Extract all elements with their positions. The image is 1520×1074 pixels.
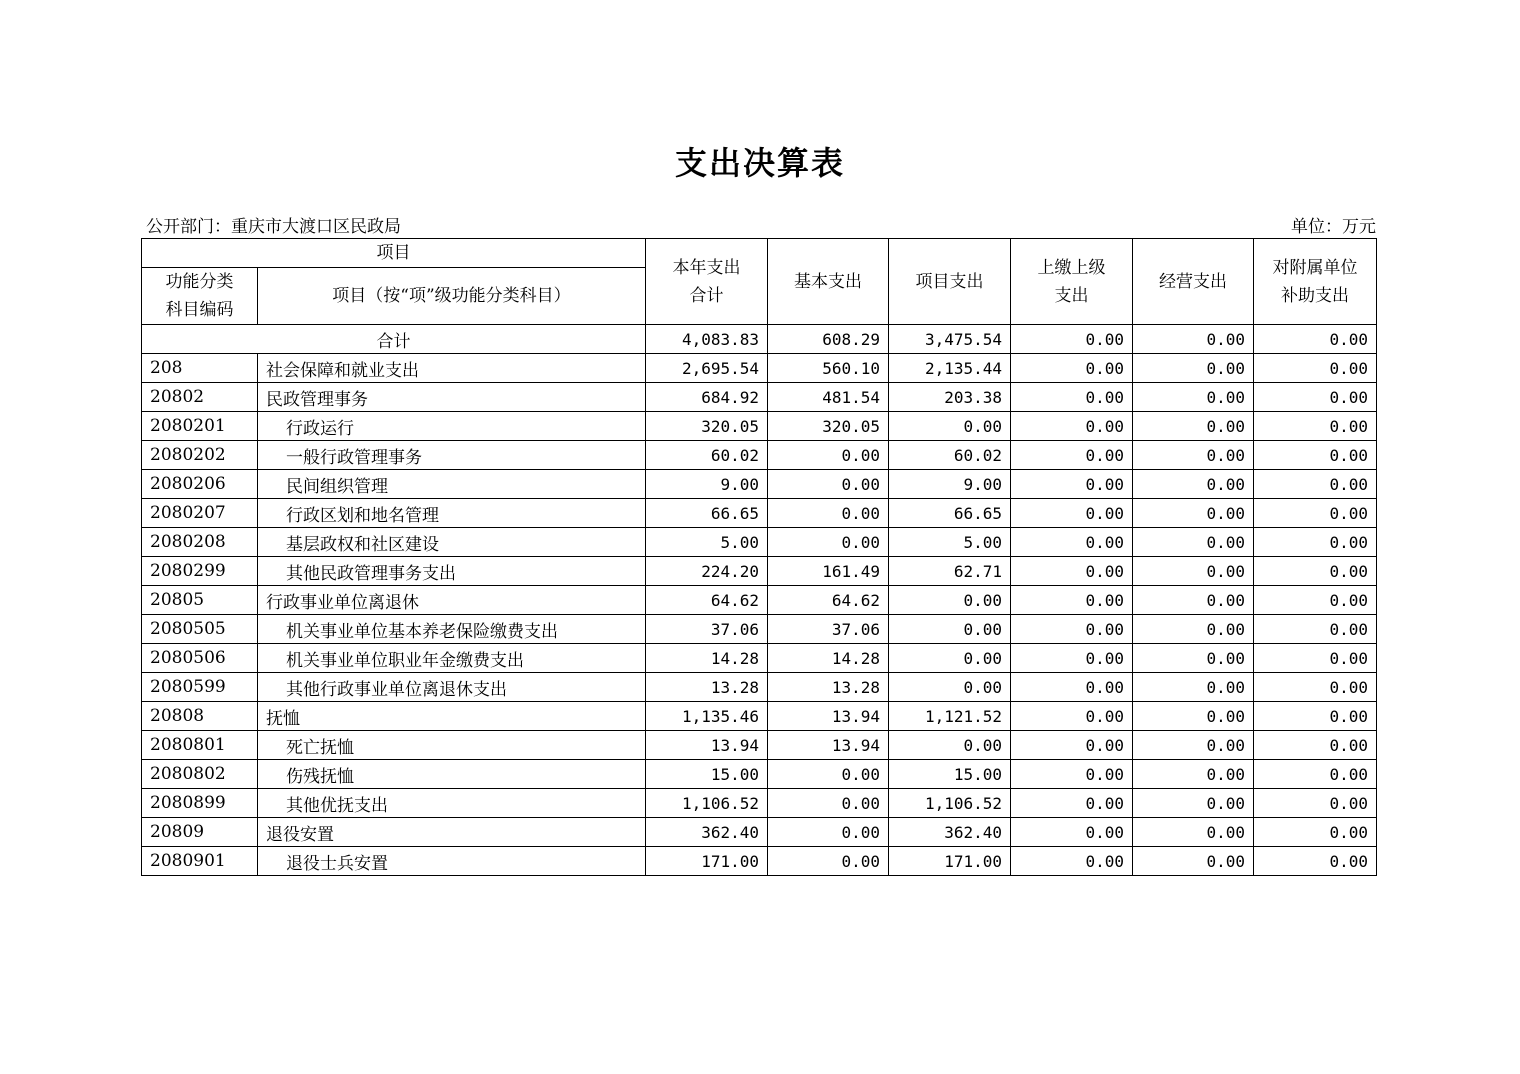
- amount-cell: 0.00: [768, 760, 889, 789]
- amount-cell: 0.00: [1133, 383, 1254, 412]
- header-name: 项目（按“项”级功能分类科目）: [258, 268, 646, 325]
- table-row: [142, 789, 1377, 818]
- amount-cell: 0.00: [1011, 644, 1133, 673]
- subject-code: 20808: [142, 702, 258, 731]
- amount-cell: 0.00: [1133, 557, 1254, 586]
- amount-cell: 481.54: [768, 383, 889, 412]
- amount-cell: 13.94: [646, 731, 768, 760]
- amount-cell: 0.00: [1254, 499, 1377, 528]
- amount-cell: 0.00: [889, 644, 1011, 673]
- subject-code: 2080506: [142, 644, 258, 673]
- total-cell: 0.00: [1254, 325, 1377, 354]
- amount-cell: 0.00: [1133, 528, 1254, 557]
- amount-cell: 0.00: [1254, 557, 1377, 586]
- amount-cell: 0.00: [1254, 412, 1377, 441]
- amount-cell: 5.00: [889, 528, 1011, 557]
- amount-cell: 64.62: [768, 586, 889, 615]
- expenditure-table: [141, 238, 1377, 876]
- amount-cell: 0.00: [1011, 412, 1133, 441]
- table-row: [142, 528, 1377, 557]
- amount-cell: 0.00: [1133, 847, 1254, 876]
- amount-cell: 203.38: [889, 383, 1011, 412]
- amount-cell: 0.00: [889, 586, 1011, 615]
- subject-code: 2080505: [142, 615, 258, 644]
- amount-cell: 161.49: [768, 557, 889, 586]
- table-row: [142, 586, 1377, 615]
- amount-cell: 0.00: [1011, 789, 1133, 818]
- subject-name: 社会保障和就业支出: [258, 354, 646, 383]
- amount-cell: 0.00: [889, 412, 1011, 441]
- subject-code: 2080201: [142, 412, 258, 441]
- table-row: [142, 354, 1377, 383]
- amount-cell: 13.94: [768, 731, 889, 760]
- amount-cell: 362.40: [646, 818, 768, 847]
- amount-cell: 0.00: [1133, 470, 1254, 499]
- amount-cell: 0.00: [1011, 354, 1133, 383]
- total-label: 合计: [142, 325, 646, 354]
- subject-name: 退役安置: [258, 818, 646, 847]
- amount-cell: 0.00: [1011, 731, 1133, 760]
- amount-cell: 0.00: [1254, 673, 1377, 702]
- subject-code: 20805: [142, 586, 258, 615]
- total-cell: 0.00: [1011, 325, 1133, 354]
- amount-cell: 2,135.44: [889, 354, 1011, 383]
- amount-cell: 1,135.46: [646, 702, 768, 731]
- amount-cell: 0.00: [1133, 441, 1254, 470]
- amount-cell: 0.00: [1133, 354, 1254, 383]
- total-cell: 3,475.54: [889, 325, 1011, 354]
- subject-name: 民政管理事务: [258, 383, 646, 412]
- subject-code: 2080599: [142, 673, 258, 702]
- amount-cell: 0.00: [1254, 847, 1377, 876]
- amount-cell: 64.62: [646, 586, 768, 615]
- amount-cell: 0.00: [768, 499, 889, 528]
- amount-cell: 0.00: [1011, 586, 1133, 615]
- subject-name: 行政事业单位离退休: [258, 586, 646, 615]
- amount-cell: 0.00: [1254, 818, 1377, 847]
- subject-code: 2080899: [142, 789, 258, 818]
- total-row: [142, 325, 1377, 354]
- subject-name: 其他民政管理事务支出: [258, 557, 646, 586]
- total-cell: 4,083.83: [646, 325, 768, 354]
- table-row: [142, 615, 1377, 644]
- amount-cell: 0.00: [1011, 470, 1133, 499]
- amount-cell: 62.71: [889, 557, 1011, 586]
- subject-code: 2080901: [142, 847, 258, 876]
- amount-cell: 1,106.52: [889, 789, 1011, 818]
- header-business: 经营支出: [1133, 239, 1254, 325]
- header-row: [142, 239, 1377, 268]
- subject-name: 民间组织管理: [258, 470, 646, 499]
- department-label: 公开部门：重庆市大渡口区民政局: [146, 217, 401, 237]
- amount-cell: 171.00: [646, 847, 768, 876]
- subject-code: 2080207: [142, 499, 258, 528]
- amount-cell: 9.00: [889, 470, 1011, 499]
- table-row: [142, 557, 1377, 586]
- amount-cell: 2,695.54: [646, 354, 768, 383]
- header-group-project: 项目: [142, 239, 646, 268]
- amount-cell: 0.00: [1254, 441, 1377, 470]
- subject-code: 2080802: [142, 760, 258, 789]
- amount-cell: 0.00: [889, 731, 1011, 760]
- table-row: [142, 673, 1377, 702]
- subject-name: 其他优抚支出: [258, 789, 646, 818]
- amount-cell: 0.00: [1254, 586, 1377, 615]
- amount-cell: 13.28: [768, 673, 889, 702]
- subject-code: 2080208: [142, 528, 258, 557]
- amount-cell: 0.00: [1133, 760, 1254, 789]
- header-total: 本年支出 合计: [646, 239, 768, 325]
- amount-cell: 0.00: [1133, 499, 1254, 528]
- header-subsidy: 对附属单位 补助支出: [1254, 239, 1377, 325]
- subject-name: 抚恤: [258, 702, 646, 731]
- table-row: [142, 760, 1377, 789]
- amount-cell: 0.00: [889, 615, 1011, 644]
- amount-cell: 0.00: [1254, 760, 1377, 789]
- subject-name: 退役士兵安置: [258, 847, 646, 876]
- amount-cell: 0.00: [1133, 673, 1254, 702]
- amount-cell: 0.00: [1254, 702, 1377, 731]
- subject-name: 基层政权和社区建设: [258, 528, 646, 557]
- amount-cell: 0.00: [768, 441, 889, 470]
- subject-name: 机关事业单位基本养老保险缴费支出: [258, 615, 646, 644]
- subject-name: 一般行政管理事务: [258, 441, 646, 470]
- header-remit: 上缴上级 支出: [1011, 239, 1133, 325]
- amount-cell: 0.00: [1011, 818, 1133, 847]
- total-cell: 608.29: [768, 325, 889, 354]
- amount-cell: 560.10: [768, 354, 889, 383]
- total-cell: 0.00: [1133, 325, 1254, 354]
- amount-cell: 37.06: [768, 615, 889, 644]
- table-row: [142, 383, 1377, 412]
- amount-cell: 0.00: [1133, 789, 1254, 818]
- amount-cell: 14.28: [768, 644, 889, 673]
- amount-cell: 0.00: [768, 847, 889, 876]
- amount-cell: 0.00: [1254, 470, 1377, 499]
- amount-cell: 0.00: [1011, 615, 1133, 644]
- amount-cell: 37.06: [646, 615, 768, 644]
- amount-cell: 0.00: [1133, 412, 1254, 441]
- subject-name: 机关事业单位职业年金缴费支出: [258, 644, 646, 673]
- amount-cell: 0.00: [1133, 644, 1254, 673]
- amount-cell: 0.00: [1011, 760, 1133, 789]
- amount-cell: 0.00: [1133, 731, 1254, 760]
- amount-cell: 684.92: [646, 383, 768, 412]
- table-row: [142, 702, 1377, 731]
- amount-cell: 9.00: [646, 470, 768, 499]
- table-row: [142, 499, 1377, 528]
- header-project: 项目支出: [889, 239, 1011, 325]
- amount-cell: 224.20: [646, 557, 768, 586]
- amount-cell: 66.65: [646, 499, 768, 528]
- amount-cell: 0.00: [1133, 586, 1254, 615]
- amount-cell: 362.40: [889, 818, 1011, 847]
- table-row: [142, 847, 1377, 876]
- amount-cell: 60.02: [646, 441, 768, 470]
- amount-cell: 171.00: [889, 847, 1011, 876]
- subject-code: 2080206: [142, 470, 258, 499]
- amount-cell: 13.28: [646, 673, 768, 702]
- amount-cell: 0.00: [1254, 528, 1377, 557]
- amount-cell: 0.00: [1011, 673, 1133, 702]
- subject-name: 伤残抚恤: [258, 760, 646, 789]
- amount-cell: 0.00: [768, 818, 889, 847]
- subject-code: 20809: [142, 818, 258, 847]
- table-row: [142, 441, 1377, 470]
- subject-code: 208: [142, 354, 258, 383]
- amount-cell: 0.00: [1011, 499, 1133, 528]
- amount-cell: 0.00: [1011, 383, 1133, 412]
- amount-cell: 0.00: [1011, 847, 1133, 876]
- amount-cell: 0.00: [768, 528, 889, 557]
- table-row: [142, 731, 1377, 760]
- subject-name: 死亡抚恤: [258, 731, 646, 760]
- page-title: 支出决算表: [674, 144, 845, 182]
- amount-cell: 320.05: [768, 412, 889, 441]
- amount-cell: 0.00: [1133, 615, 1254, 644]
- amount-cell: 0.00: [1254, 615, 1377, 644]
- amount-cell: 0.00: [768, 789, 889, 818]
- amount-cell: 0.00: [1254, 644, 1377, 673]
- amount-cell: 0.00: [1011, 528, 1133, 557]
- subject-name: 行政运行: [258, 412, 646, 441]
- amount-cell: 0.00: [1254, 789, 1377, 818]
- amount-cell: 15.00: [646, 760, 768, 789]
- amount-cell: 0.00: [1254, 383, 1377, 412]
- amount-cell: 320.05: [646, 412, 768, 441]
- amount-cell: 0.00: [768, 470, 889, 499]
- amount-cell: 5.00: [646, 528, 768, 557]
- subject-name: 其他行政事业单位离退休支出: [258, 673, 646, 702]
- amount-cell: 14.28: [646, 644, 768, 673]
- amount-cell: 66.65: [889, 499, 1011, 528]
- table-row: [142, 818, 1377, 847]
- amount-cell: 1,106.52: [646, 789, 768, 818]
- amount-cell: 0.00: [1011, 441, 1133, 470]
- amount-cell: 0.00: [1011, 702, 1133, 731]
- amount-cell: 0.00: [1133, 702, 1254, 731]
- amount-cell: 0.00: [889, 673, 1011, 702]
- table-row: [142, 644, 1377, 673]
- table-row: [142, 470, 1377, 499]
- amount-cell: 15.00: [889, 760, 1011, 789]
- amount-cell: 1,121.52: [889, 702, 1011, 731]
- amount-cell: 0.00: [1254, 354, 1377, 383]
- amount-cell: 13.94: [768, 702, 889, 731]
- unit-label: 单位：万元: [1291, 217, 1376, 237]
- amount-cell: 60.02: [889, 441, 1011, 470]
- subject-code: 2080299: [142, 557, 258, 586]
- amount-cell: 0.00: [1133, 818, 1254, 847]
- subject-name: 行政区划和地名管理: [258, 499, 646, 528]
- header-code: 功能分类 科目编码: [142, 268, 258, 325]
- subject-code: 20802: [142, 383, 258, 412]
- amount-cell: 0.00: [1011, 557, 1133, 586]
- subject-code: 2080801: [142, 731, 258, 760]
- table-row: [142, 412, 1377, 441]
- header-basic: 基本支出: [768, 239, 889, 325]
- subject-code: 2080202: [142, 441, 258, 470]
- amount-cell: 0.00: [1254, 731, 1377, 760]
